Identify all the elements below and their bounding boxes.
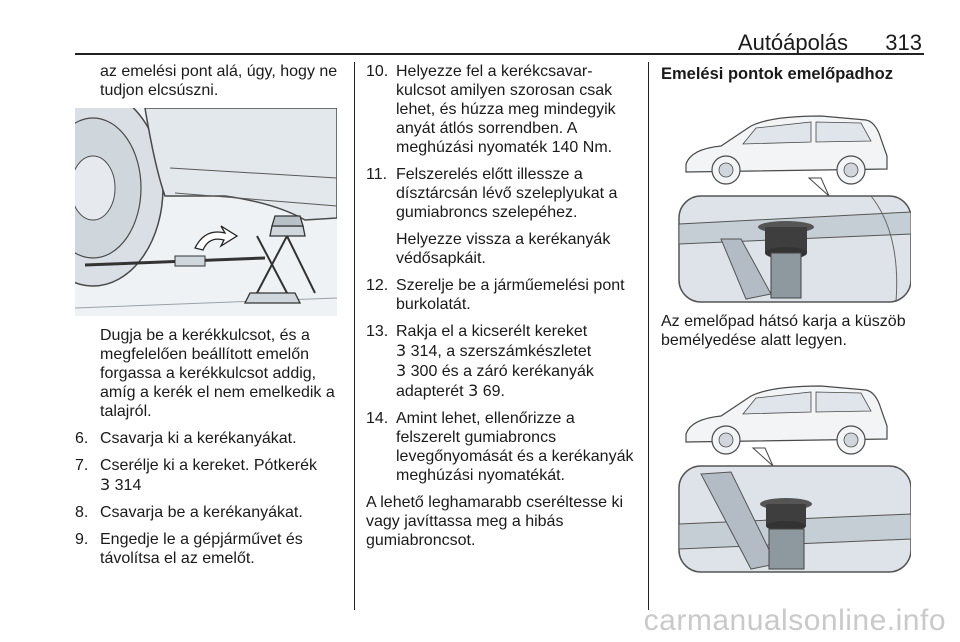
step-text: Helyezze fel a kerékcsavar-kulcsot amilyen szorosan csak lehet, és húzza meg mindegyik anyát átlós sorrendben. A meghúzási nyomaték 140 Nm. [396, 63, 616, 156]
step-item [366, 409, 638, 485]
caption-text: Dugja be a kerékkulcsot, és a megfelelően beállított emelőn forgassa a kerékkulcsot addig, amíg a kerék el nem emelkedik a talajról. [100, 327, 335, 420]
step-number: 8. [75, 504, 89, 521]
page-reference-link[interactable]: 314, a szerszámkészletet [410, 343, 592, 360]
page-header [0, 0, 960, 56]
section-heading: Emelési pontok emelőpadhoz [661, 65, 893, 83]
page-reference-link[interactable]: 69. [482, 383, 505, 400]
lift-point-rear-illustration [661, 364, 911, 574]
step-text-wrapper [396, 322, 638, 401]
step-item [366, 276, 638, 314]
step-item [75, 503, 343, 522]
header-rule [75, 53, 924, 55]
jack-illustration [75, 108, 337, 316]
car-side-shape [686, 386, 887, 454]
pointer-arrow-shape [809, 178, 829, 196]
step-text: Amint lehet, ellenőrizze a felszerelt gumiabroncs levegőnyomását és a kerékanyák meghúzási nyomatékát. [396, 410, 634, 484]
column-3 [661, 62, 925, 574]
step-item [366, 322, 638, 401]
column-1 [75, 62, 343, 576]
page-reference-link[interactable]: 300 és a záró kerékanyák adapterét [396, 363, 594, 400]
column-divider-2 [648, 62, 649, 610]
step-number: 14. [366, 410, 389, 427]
lift-point-front-illustration [661, 94, 911, 304]
step-text: Szerelje be a járműemelési pont burkolatát. [396, 277, 625, 313]
step-text: Engedje le a gépjárművet és távolítsa el az emelőt. [100, 531, 303, 567]
step-item [75, 429, 343, 448]
step-number: 9. [75, 531, 89, 548]
caption-text: Az emelőpad hátsó karja a küszöb bemélyedése alatt legyen. [661, 313, 906, 349]
page-number: 313 [885, 30, 922, 55]
step-number: 10. [366, 63, 389, 80]
step-number: 13. [366, 323, 389, 340]
closing-text: A lehető leghamarabb cseréltesse ki vagy javíttassa meg a hibás gumiabroncsot. [366, 494, 624, 549]
column-divider-1 [354, 62, 355, 610]
step-text: Csavarja be a kerékanyákat. [100, 504, 303, 521]
section-title: Autóápolás [737, 30, 848, 55]
car-side-shape [686, 116, 887, 184]
column-2 [366, 62, 638, 558]
watermark: carmanualsonline.info [643, 604, 946, 637]
step-item [366, 165, 638, 268]
step-text: Felszerelés előtt illessze a dísztárcsán lévő szeleplyukat a gumiabroncs szelepéhez. [396, 166, 618, 221]
step-item [75, 530, 343, 568]
reference-arrow-icon: 3 [396, 361, 407, 380]
intro-text: az emelési pont alá, úgy, hogy ne tudjon elcsúszni. [100, 63, 338, 99]
step-subtext: Helyezze vissza a kerékanyák védősapkáit. [396, 231, 611, 267]
reference-arrow-icon: 3 [100, 475, 111, 494]
step-text: Csavarja ki a kerékanyákat. [100, 430, 297, 447]
step-text: Rakja el a kicserélt kereket [396, 323, 588, 340]
step-item [75, 456, 343, 495]
page-reference-link[interactable]: 314 [114, 477, 142, 494]
step-number: 6. [75, 430, 89, 447]
step-number: 11. [366, 166, 388, 183]
step-text-wrapper [396, 165, 638, 268]
step-text: Cserélje ki a kereket. Pótkerék [100, 457, 317, 474]
reference-arrow-icon: 3 [396, 341, 407, 360]
step-item [366, 62, 638, 157]
step-number: 7. [75, 457, 89, 474]
step-number: 12. [366, 277, 389, 294]
step-text-wrapper [100, 456, 343, 495]
reference-arrow-icon: 3 [468, 381, 479, 400]
pointer-arrow-shape [753, 448, 773, 466]
